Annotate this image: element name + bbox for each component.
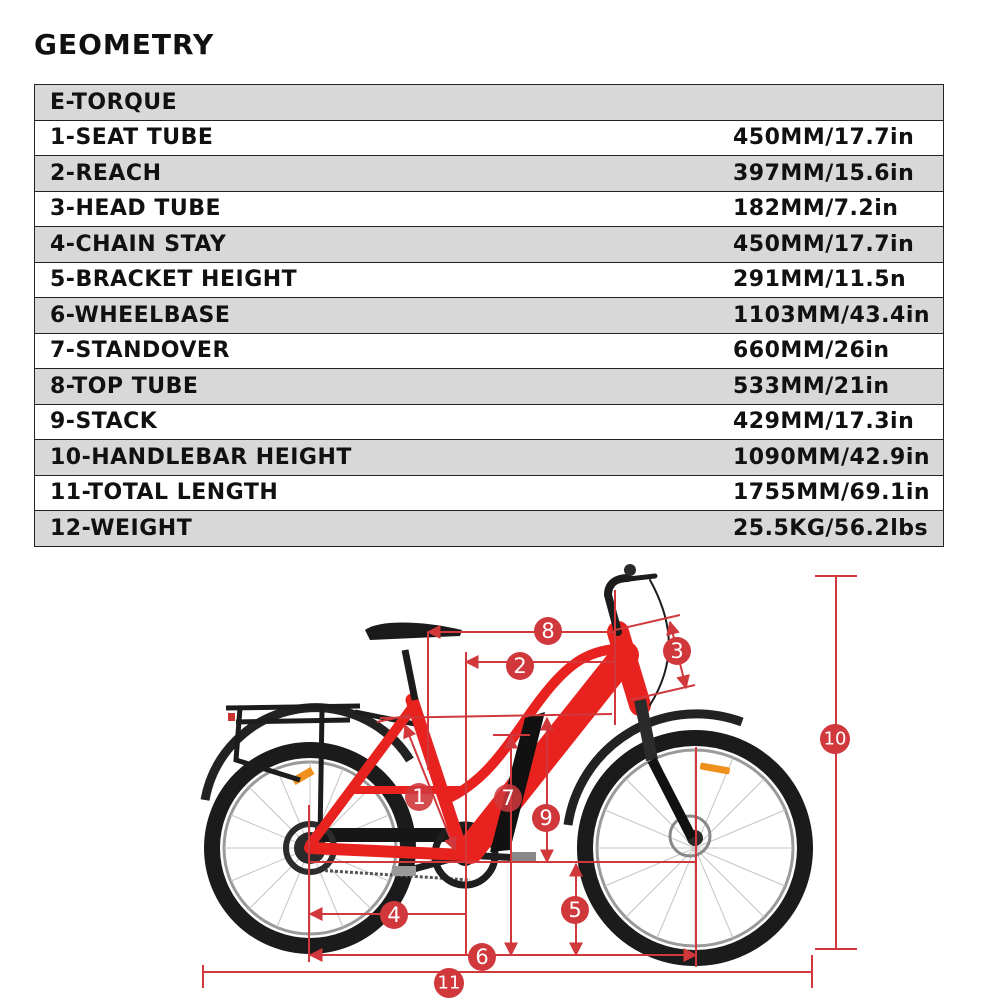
svg-text:4: 4 — [387, 903, 401, 927]
svg-text:1: 1 — [412, 785, 426, 809]
marker-9 — [532, 804, 560, 832]
svg-text:2: 2 — [513, 654, 527, 678]
table-row — [35, 404, 944, 440]
geometry-table — [34, 84, 944, 547]
svg-text:10: 10 — [823, 728, 847, 750]
row-value: 450MM/17.7in — [733, 227, 944, 263]
table-row — [35, 298, 944, 334]
row-label: 11-TOTAL LENGTH — [35, 475, 734, 511]
svg-text:9: 9 — [539, 806, 553, 830]
row-label: 10-HANDLEBAR HEIGHT — [35, 440, 734, 476]
table-row — [35, 227, 944, 263]
marker-7 — [494, 784, 522, 812]
svg-text:5: 5 — [568, 898, 582, 922]
row-value: 450MM/17.7in — [733, 120, 944, 156]
table-row — [35, 120, 944, 156]
table-row — [35, 262, 944, 298]
table-row — [35, 333, 944, 369]
marker-11 — [434, 968, 464, 998]
svg-text:11: 11 — [437, 972, 461, 994]
table-row — [35, 156, 944, 192]
svg-text:3: 3 — [670, 639, 684, 663]
saddle — [365, 623, 462, 701]
table-header-row — [35, 85, 944, 121]
row-value: 1755MM/69.1in — [733, 475, 944, 511]
marker-5 — [561, 896, 589, 924]
row-label: 4-CHAIN STAY — [35, 227, 734, 263]
row-value: 533MM/21in — [733, 369, 944, 405]
table-row — [35, 475, 944, 511]
table-row — [35, 191, 944, 227]
table-row — [35, 369, 944, 405]
page-title: GEOMETRY — [34, 28, 215, 61]
row-label: 1-SEAT TUBE — [35, 120, 734, 156]
bike-illustration — [205, 564, 805, 958]
row-value: 1090MM/42.9in — [733, 440, 944, 476]
row-value: 182MM/7.2in — [733, 191, 944, 227]
marker-2 — [506, 652, 534, 680]
svg-text:7: 7 — [501, 786, 515, 810]
row-value: 25.5KG/56.2lbs — [733, 511, 944, 547]
row-value: 429MM/17.3in — [733, 404, 944, 440]
row-label: 12-WEIGHT — [35, 511, 734, 547]
row-label: 7-STANDOVER — [35, 333, 734, 369]
marker-10 — [820, 724, 850, 754]
row-value: 660MM/26in — [733, 333, 944, 369]
row-value: 291MM/11.5n — [733, 262, 944, 298]
row-value: 1103MM/43.4in — [733, 298, 944, 334]
model-name: E-TORQUE — [35, 85, 944, 121]
marker-4 — [380, 901, 408, 929]
row-label: 8-TOP TUBE — [35, 369, 734, 405]
row-label: 5-BRACKET HEIGHT — [35, 262, 734, 298]
row-label: 6-WHEELBASE — [35, 298, 734, 334]
row-label: 3-HEAD TUBE — [35, 191, 734, 227]
row-label: 2-REACH — [35, 156, 734, 192]
table-row — [35, 511, 944, 547]
row-label: 9-STACK — [35, 404, 734, 440]
marker-1 — [405, 783, 433, 811]
table-row — [35, 440, 944, 476]
row-value: 397MM/15.6in — [733, 156, 944, 192]
bike-geometry-diagram — [0, 555, 1000, 1000]
svg-text:6: 6 — [475, 945, 489, 969]
marker-8 — [534, 617, 562, 645]
marker-3 — [663, 637, 691, 665]
marker-6 — [468, 943, 496, 971]
svg-text:8: 8 — [541, 619, 555, 643]
